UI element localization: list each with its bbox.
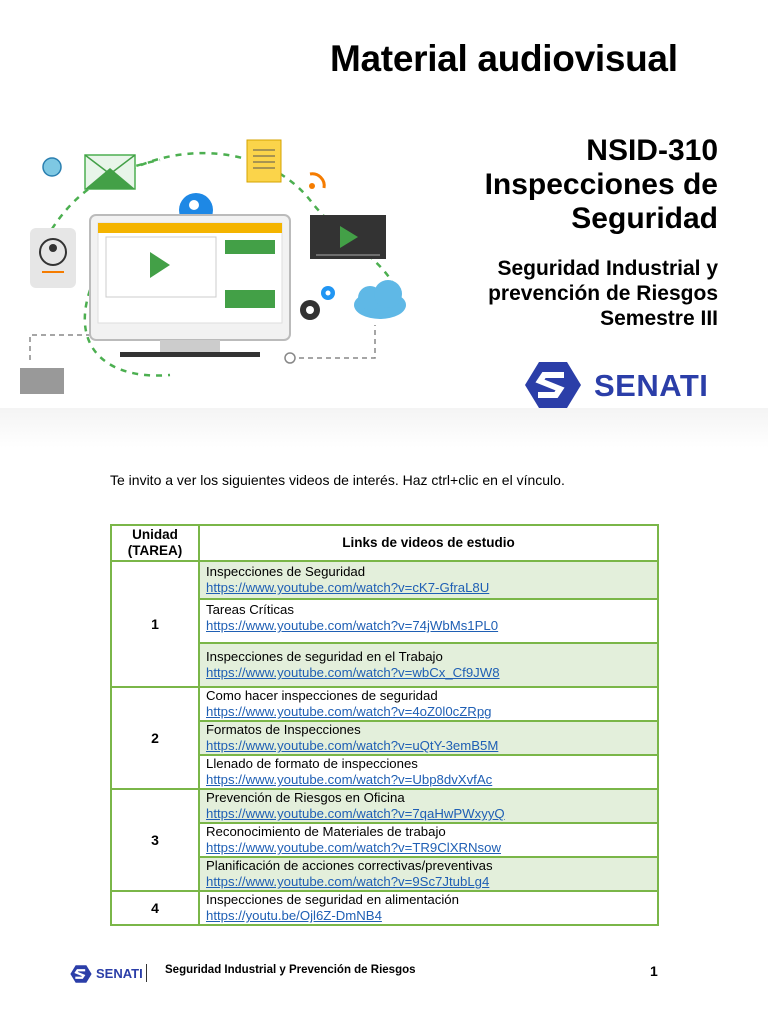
senati-logo: [524, 360, 724, 410]
monitor-icon: [90, 215, 290, 357]
rss-icon: [309, 174, 324, 189]
globe-icon: [43, 158, 61, 176]
video-player-icon: [310, 215, 386, 259]
video-url-link[interactable]: https://www.youtube.com/watch?v=9Sc7JtubLg4: [206, 874, 490, 889]
header-divider: [0, 408, 768, 448]
video-link-cell: [199, 643, 658, 687]
table-row: [111, 561, 658, 599]
video-link-cell: [199, 789, 658, 823]
profile-icon: [30, 228, 76, 288]
video-url-link[interactable]: https://www.youtube.com/watch?v=Ubp8dvXvfAc: [206, 772, 493, 787]
footer-text: Seguridad Industrial y Prevención de Riesgos: [165, 964, 416, 976]
brand-name: SENATI: [594, 368, 709, 403]
video-title: Inspecciones de Seguridad: [206, 564, 366, 579]
video-title: Como hacer inspecciones de seguridad: [206, 688, 438, 703]
video-url-link[interactable]: https://www.youtube.com/watch?v=74jWbMs1PL0: [206, 618, 499, 633]
video-title: Prevención de Riesgos en Oficina: [206, 790, 405, 805]
video-title: Planificación de acciones correctivas/preventivas: [206, 858, 493, 873]
table-row: [111, 789, 658, 823]
course-info: [485, 134, 718, 331]
course-code: NSID-310: [586, 134, 718, 167]
video-title: Inspecciones de seguridad en alimentación: [206, 892, 459, 907]
senati-logo-icon: [70, 964, 92, 984]
video-url-link[interactable]: https://www.youtube.com/watch?v=wbCx_Cf9JW8: [206, 665, 500, 680]
video-link-cell: [199, 599, 658, 643]
cloud-icon: [354, 280, 406, 319]
video-link-cell: [199, 561, 658, 599]
video-url-link[interactable]: https://www.youtube.com/watch?v=TR9ClXRNsow: [206, 840, 501, 855]
document-icon: [247, 140, 281, 182]
unit-cell: 3: [111, 789, 199, 891]
column-header-links: Links de videos de estudio: [199, 525, 658, 561]
column-header-unit: Unidad (TAREA): [111, 525, 199, 561]
video-title: Tareas Críticas: [206, 602, 294, 617]
folder-icon: [20, 368, 64, 394]
table-row: [111, 891, 658, 925]
video-url-link[interactable]: https://youtu.be/Ojl6Z-DmNB4: [206, 908, 382, 923]
video-title: Llenado de formato de inspecciones: [206, 756, 418, 771]
table-row: [111, 687, 658, 721]
page-number: 1: [650, 963, 658, 979]
video-url-link[interactable]: https://www.youtube.com/watch?v=cK7-GfraL8U: [206, 580, 490, 595]
video-url-link[interactable]: https://www.youtube.com/watch?v=4oZ0l0cZRpg: [206, 704, 492, 719]
footer-divider: [146, 964, 147, 982]
video-url-link[interactable]: https://www.youtube.com/watch?v=7qaHwPWxyyQ: [206, 806, 505, 821]
course-name: Inspecciones de Seguridad: [484, 168, 718, 235]
video-title: Reconocimiento de Materiales de trabajo: [206, 824, 446, 839]
video-title: Formatos de Inspecciones: [206, 722, 361, 737]
document-title: Material audiovisual: [330, 38, 678, 79]
intro-text: Te invito a ver los siguientes videos de interés. Haz ctrl+clic en el vínculo.: [110, 472, 565, 488]
table-header-row: [111, 525, 658, 561]
elearning-illustration: [10, 130, 430, 400]
video-link-cell: [199, 687, 658, 721]
video-link-cell: [199, 721, 658, 755]
footer-logo: [70, 962, 150, 986]
envelope-icon: [85, 155, 135, 189]
video-links-table: [110, 524, 659, 926]
video-link-cell: [199, 823, 658, 857]
unit-cell: 1: [111, 561, 199, 687]
unit-cell: 4: [111, 891, 199, 925]
video-link-cell: [199, 755, 658, 789]
course-subtitle: Seguridad Industrial y prevención de Riesgos Semestre III: [488, 257, 718, 330]
video-link-cell: [199, 891, 658, 925]
footer-brand: SENATI: [96, 966, 143, 981]
video-title: Inspecciones de seguridad en el Trabajo: [206, 649, 443, 664]
video-link-cell: [199, 857, 658, 891]
senati-logo-icon: [524, 360, 582, 410]
unit-cell: 2: [111, 687, 199, 789]
video-url-link[interactable]: https://www.youtube.com/watch?v=uQtY-3emB5M: [206, 738, 499, 753]
